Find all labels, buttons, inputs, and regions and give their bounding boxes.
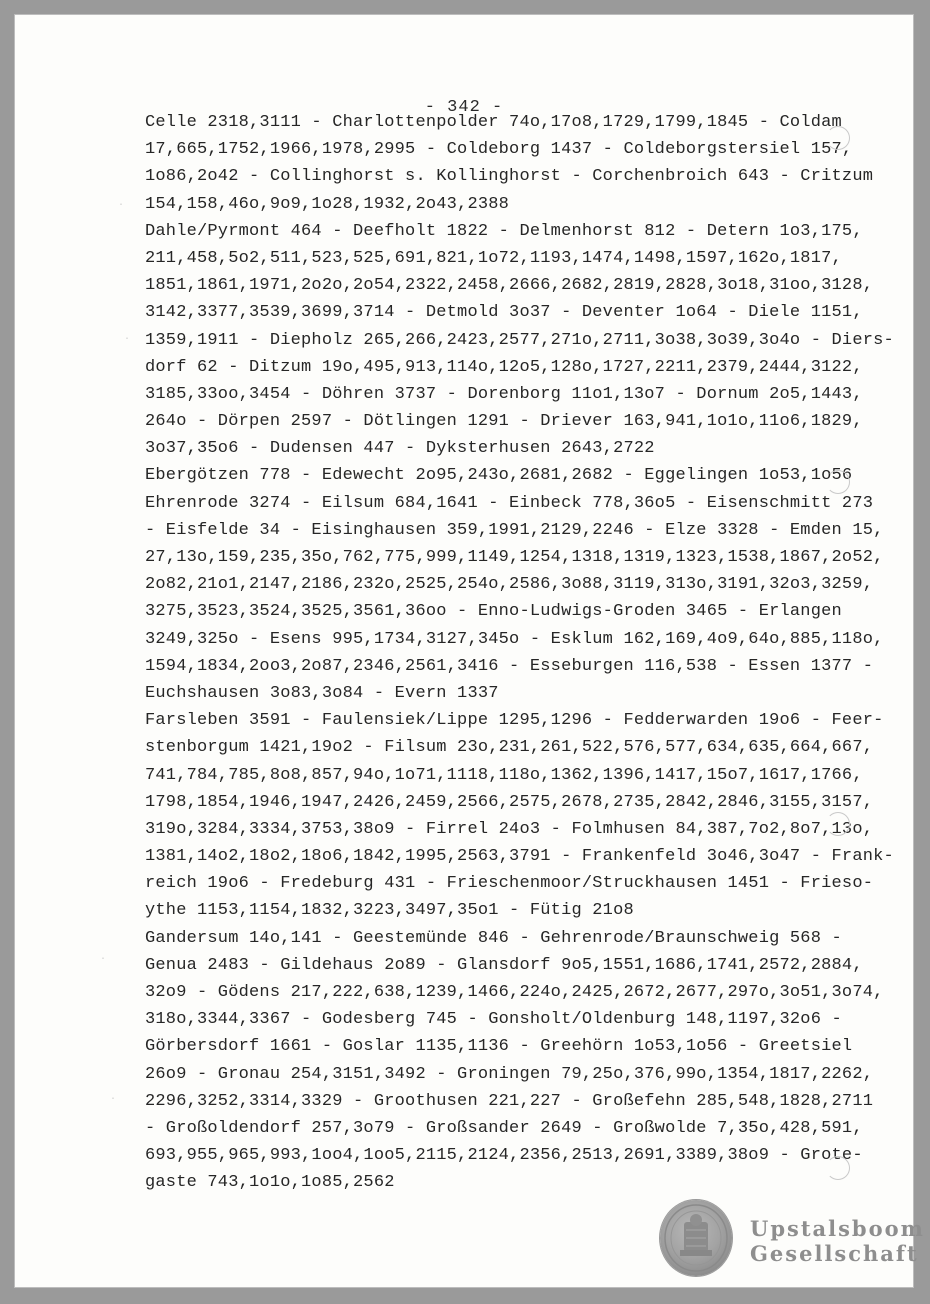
text-line: Farsleben 3591 - Faulensiek/Lippe 1295,1296 - Fedderwarden 19o6 - Feer- xyxy=(145,711,884,731)
text-line: Ehrenrode 3274 - Eilsum 684,1641 - Einbeck 778,36o5 - Eisenschmitt 273 xyxy=(145,493,874,513)
text-line: 1359,1911 - Diepholz 265,266,2423,2577,271o,2711,3o38,3o39,3o4o - Diers- xyxy=(145,330,894,350)
text-line: 693,955,965,993,1oo4,1oo5,2115,2124,2356,2513,2691,3389,38o9 - Grote- xyxy=(145,1146,863,1166)
text-line: 154,158,46o,9o9,1o28,1932,2o43,2388 xyxy=(145,194,510,214)
text-line: 3185,33oo,3454 - Döhren 3737 - Dorenborg 11o1,13o7 - Dornum 2o5,1443, xyxy=(145,384,863,404)
text-line: dorf 62 - Ditzum 19o,495,913,114o,12o5,128o,1727,2211,2379,2444,3122, xyxy=(145,357,863,377)
text-line: ythe 1153,1154,1832,3223,3497,35o1 - Fütig 21o8 xyxy=(145,901,634,921)
index-text xyxy=(145,109,894,1197)
punch-hole-mark xyxy=(826,470,850,494)
scan-speck: · xyxy=(100,954,107,965)
text-line: 3275,3523,3524,3525,3561,36oo - Enno-Ludwigs-Groden 3465 - Erlangen xyxy=(145,602,842,622)
text-line: Dahle/Pyrmont 464 - Deefholt 1822 - Delmenhorst 812 - Detern 1o3,175, xyxy=(145,221,863,241)
text-line: stenborgum 1421,19o2 - Filsum 23o,231,261,522,576,577,634,635,664,667, xyxy=(145,738,874,758)
text-line: reich 19o6 - Fredeburg 431 - Frieschenmoor/Struckhausen 1451 - Frieso- xyxy=(145,874,874,894)
text-line: 27,13o,159,235,35o,762,775,999,1149,1254,1318,1319,1323,1538,1867,2o52, xyxy=(145,548,884,567)
text-line: - Eisfelde 34 - Eisinghausen 359,1991,2129,2246 - Elze 3328 - Emden 15, xyxy=(145,520,884,540)
seal-logo-icon xyxy=(660,1200,732,1276)
logo-line-2: Gesellschaft xyxy=(750,1241,919,1266)
text-line: Celle 2318,3111 - Charlottenpolder 74o,17o8,1729,1799,1845 - Coldam xyxy=(145,113,842,132)
text-line: 3142,3377,3539,3699,3714 - Detmold 3o37 - Deventer 1o64 - Diele 1151, xyxy=(145,303,863,323)
text-line: gaste 743,1o1o,1o85,2562 xyxy=(145,1173,395,1193)
text-line: 3o37,35o6 - Dudensen 447 - Dyksterhusen 2643,2722 xyxy=(145,439,655,459)
text-line: Gandersum 14o,141 - Geestemünde 846 - Gehrenrode/Braunschweig 568 - xyxy=(145,928,842,948)
punch-hole-mark xyxy=(826,1156,850,1180)
punch-hole-mark xyxy=(826,126,850,150)
text-line: Euchshausen 3o83,3o84 - Evern 1337 xyxy=(145,683,499,703)
text-line: Görbersdorf 1661 - Goslar 1135,1136 - Greehörn 1o53,1o56 - Greetsiel xyxy=(145,1037,853,1057)
text-line: 32o9 - Gödens 217,222,638,1239,1466,224o,2425,2672,2677,297o,3o51,3o74, xyxy=(145,983,884,1002)
scan-speck: · xyxy=(124,334,131,345)
society-logo-text xyxy=(750,1216,925,1266)
text-line: 1798,1854,1946,1947,2426,2459,2566,2575,2678,2735,2842,2846,3155,3157, xyxy=(145,792,874,812)
scan-speck: · xyxy=(110,1094,117,1105)
text-line: 211,458,5o2,511,523,525,691,821,1o72,1193,1474,1498,1597,162o,1817, xyxy=(145,248,842,268)
text-line: 1381,14o2,18o2,18o6,1842,1995,2563,3791 - Frankenfeld 3o46,3o47 - Frank- xyxy=(145,847,894,867)
text-line: - Großoldendorf 257,3o79 - Großsander 2649 - Großwolde 7,35o,428,591, xyxy=(145,1118,863,1138)
page-number: - 342 - xyxy=(424,98,504,117)
scan-speck: · xyxy=(118,200,125,211)
text-line: 17,665,1752,1966,1978,2995 - Coldeborg 1437 - Coldeborgstersiel 157, xyxy=(145,140,853,160)
text-line: 319o,3284,3334,3753,38o9 - Firrel 24o3 - Folmhusen 84,387,7o2,8o7,13o, xyxy=(145,819,874,839)
text-line: 1594,1834,2oo3,2o87,2346,2561,3416 - Esseburgen 116,538 - Essen 1377 - xyxy=(145,656,874,676)
text-line: 3249,325o - Esens 995,1734,3127,345o - Esklum 162,169,4o9,64o,885,118o, xyxy=(145,629,884,649)
logo-line-1: Upstalsboom xyxy=(750,1216,925,1241)
text-line: 318o,3344,3367 - Godesberg 745 - Gonsholt/Oldenburg 148,1197,32o6 - xyxy=(145,1010,842,1030)
text-line: Ebergötzen 778 - Edewecht 2o95,243o,2681,2682 - Eggelingen 1o53,1o56 xyxy=(145,466,853,486)
text-line: Genua 2483 - Gildehaus 2o89 - Glansdorf 9o5,1551,1686,1741,2572,2884, xyxy=(145,955,863,975)
text-line: 1o86,2o42 - Collinghorst s. Kollinghorst - Corchenbroich 643 - Critzum xyxy=(145,167,874,187)
text-line: 2o82,21o1,2147,2186,232o,2525,254o,2586,3o88,3119,313o,3191,32o3,3259, xyxy=(145,575,874,595)
punch-hole-mark xyxy=(826,812,850,836)
seal-emblem-icon xyxy=(660,1200,732,1276)
text-line: 2296,3252,3314,3329 - Groothusen 221,227 - Großefehn 285,548,1828,2711 xyxy=(145,1091,874,1111)
text-line: 26o9 - Gronau 254,3151,3492 - Groningen 79,25o,376,99o,1354,1817,2262, xyxy=(145,1064,874,1084)
text-line: 264o - Dörpen 2597 - Dötlingen 1291 - Driever 163,941,1o1o,11o6,1829, xyxy=(145,412,863,432)
document-page xyxy=(14,14,925,1288)
text-line: 741,784,785,8o8,857,94o,1o71,1118,118o,1362,1396,1417,15o7,1617,1766, xyxy=(145,765,863,785)
text-line: 1851,1861,1971,2o2o,2o54,2322,2458,2666,2682,2819,2828,3o18,31oo,3128, xyxy=(145,276,874,296)
